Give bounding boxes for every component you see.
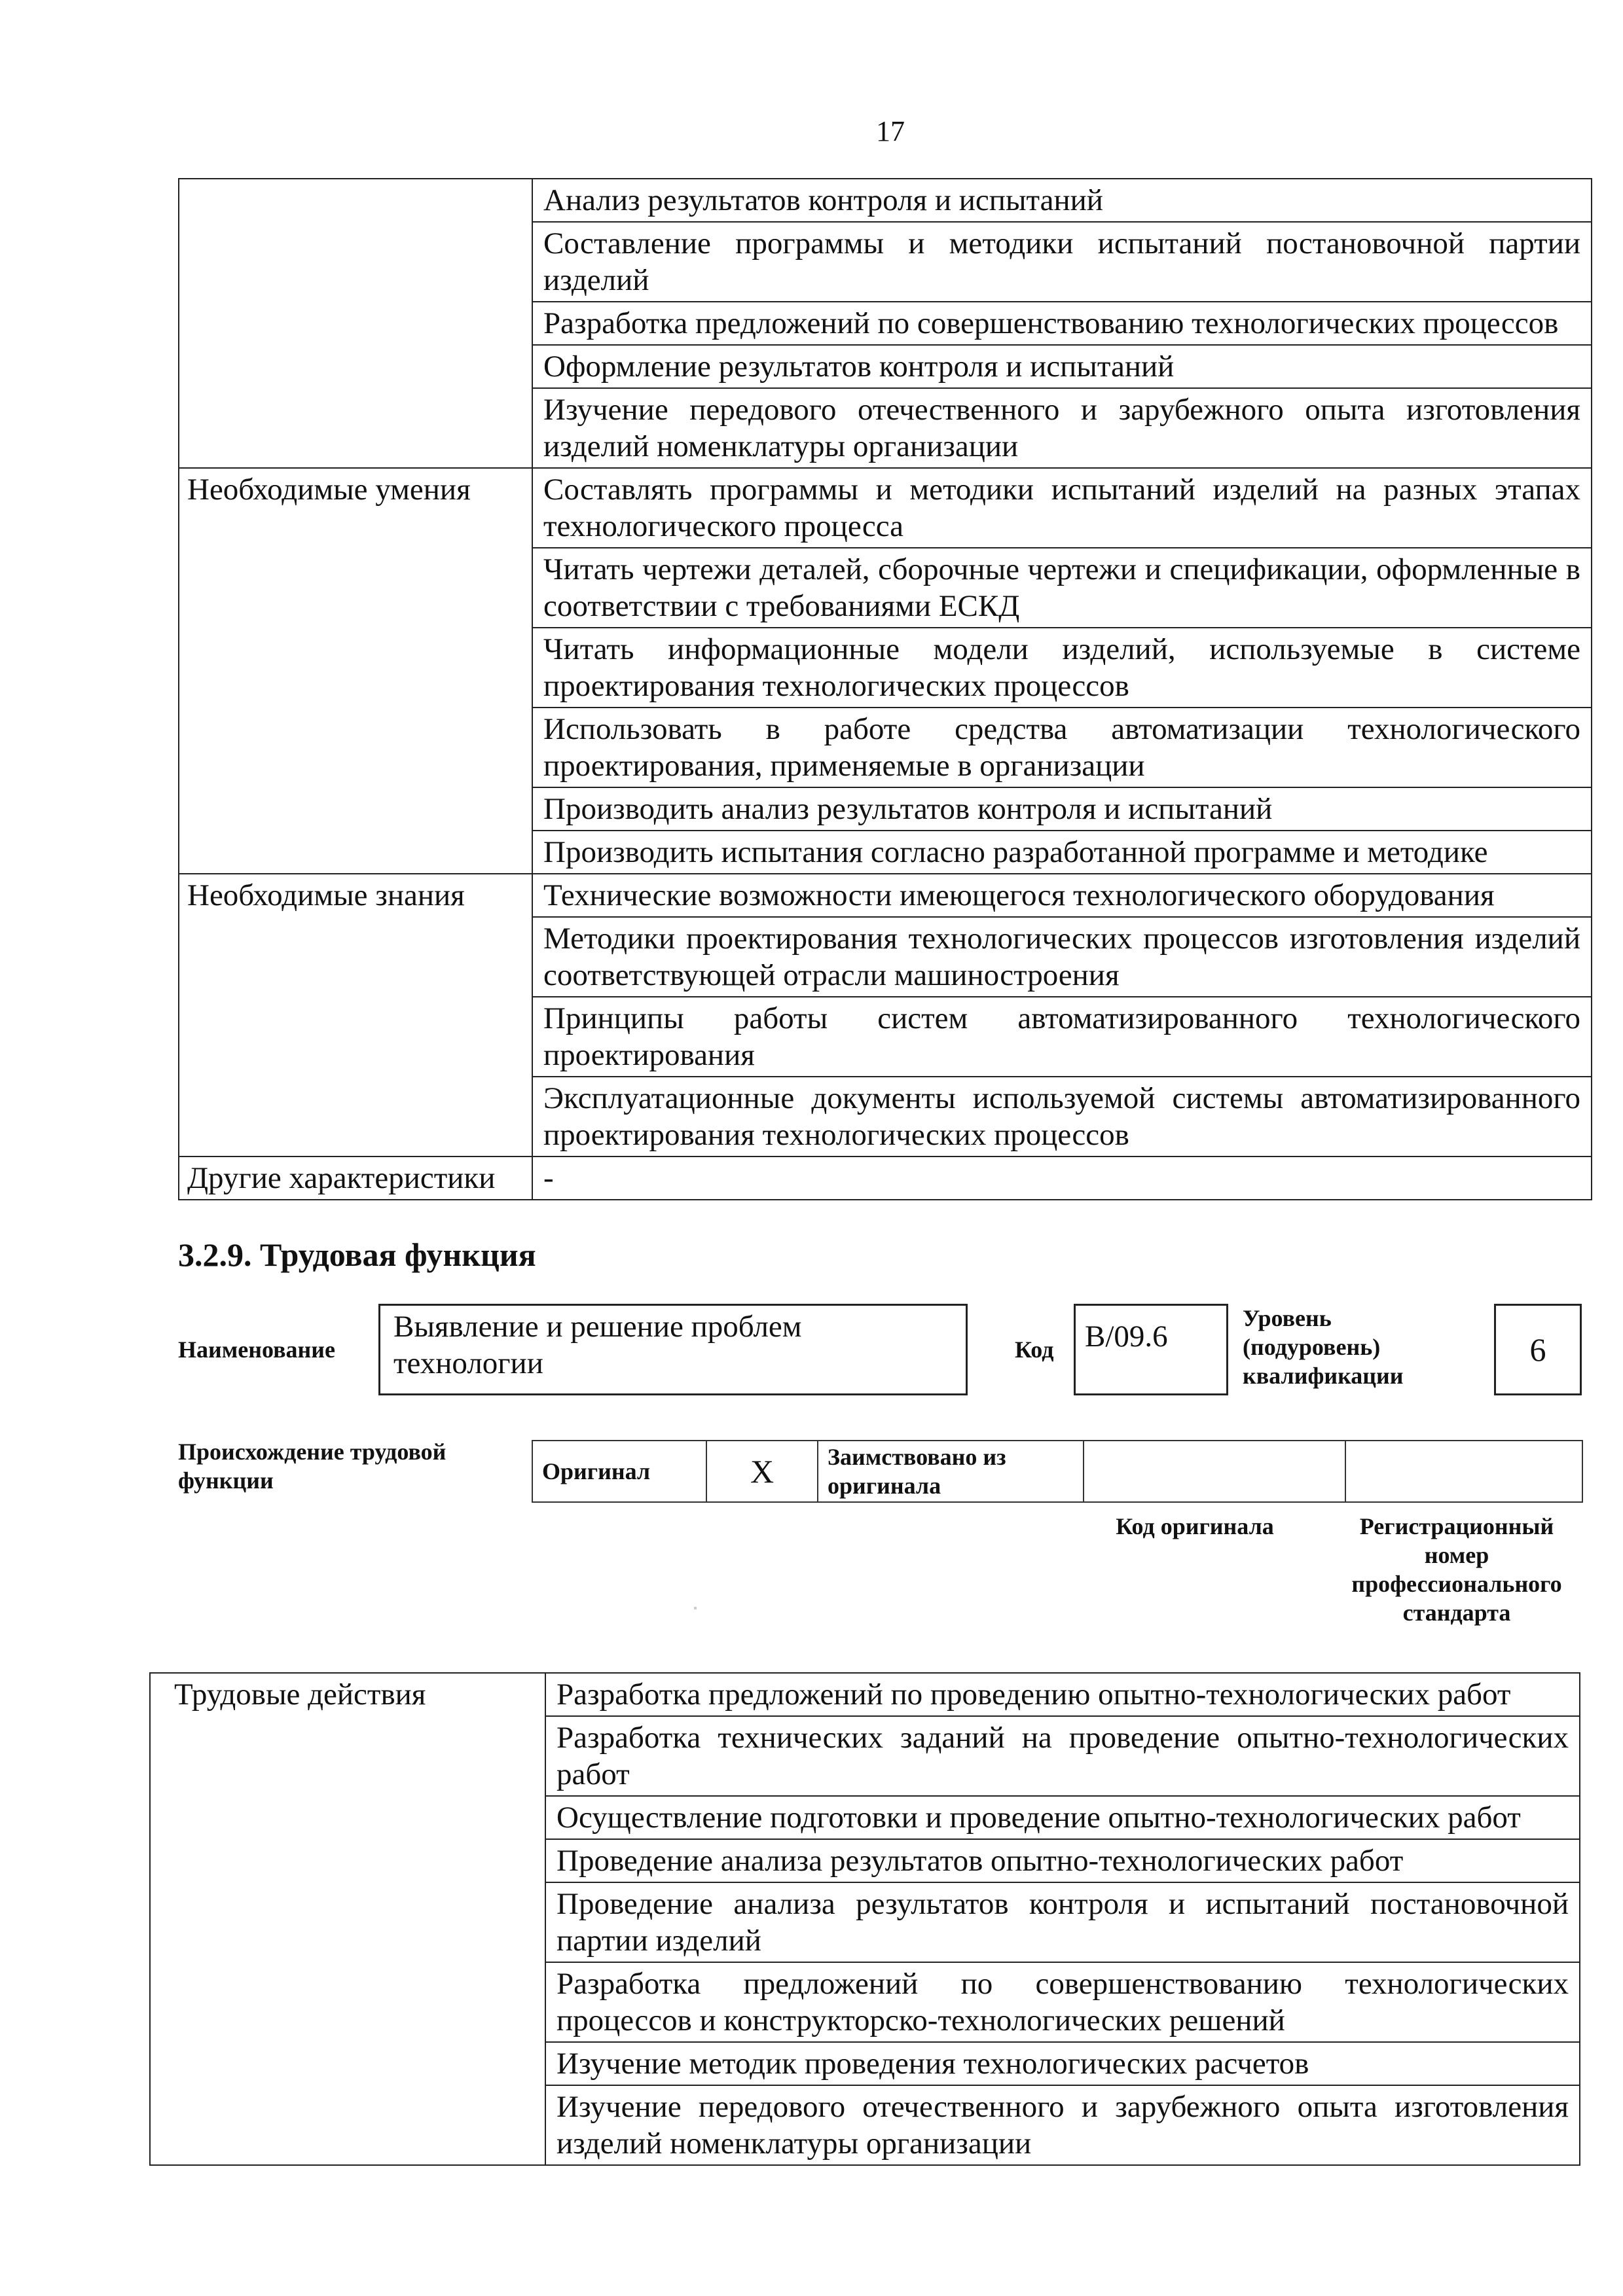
labor-actions-label: Трудовые действия bbox=[150, 1673, 545, 2165]
table-cell: Читать чертежи деталей, сборочные чертежи и спецификации, оформленные в соответствии с требованиями ЕСКД bbox=[532, 548, 1592, 628]
table-cell: Использовать в работе средства автоматизации технологического проектирования, применяемые в организации bbox=[532, 708, 1592, 787]
skills-label: Необходимые умения bbox=[179, 468, 532, 874]
original-mark: X bbox=[706, 1441, 818, 1502]
group-label bbox=[179, 179, 532, 468]
table-cell: Изучение методик проведения технологических расчетов bbox=[545, 2042, 1580, 2085]
level-label bbox=[1243, 1304, 1439, 1390]
table-cell: Разработка технических заданий на проведение опытно-технологических работ bbox=[545, 1716, 1580, 1796]
table-cell: Изучение передового отечественного и зарубежного опыта изготовления изделий номенклатуры организации bbox=[532, 388, 1592, 468]
table-cell: Составление программы и методики испытаний постановочной партии изделий bbox=[532, 222, 1592, 302]
table-cell: Составлять программы и методики испытаний изделий на разных этапах технологического процесса bbox=[532, 468, 1592, 548]
table-cell: Производить испытания согласно разработанной программе и методике bbox=[532, 831, 1592, 874]
knowledge-label: Необходимые знания bbox=[179, 874, 532, 1157]
table-cell: Производить анализ результатов контроля и испытаний bbox=[532, 787, 1592, 831]
original-label: Оригинал bbox=[532, 1441, 706, 1502]
other-characteristics-label: Другие характеристики bbox=[179, 1157, 532, 1200]
level-label-line: (подуровень) bbox=[1243, 1334, 1381, 1360]
table-cell: Проведение анализа результатов контроля и испытаний постановочной партии изделий bbox=[545, 1882, 1580, 1962]
original-code-cell bbox=[1084, 1441, 1345, 1502]
table-cell: Проведение анализа результатов опытно-технологических работ bbox=[545, 1839, 1580, 1882]
level-label-line: квалификации bbox=[1243, 1363, 1404, 1389]
original-code-caption: Код оригинала bbox=[1116, 1513, 1274, 1539]
origin-table bbox=[532, 1440, 1583, 1503]
reg-number-caption: Регистрационный номер профессионального стандарта bbox=[1351, 1513, 1562, 1626]
table-cell: Осуществление подготовки и проведение опытно-технологических работ bbox=[545, 1796, 1580, 1839]
section-title: 3.2.9. Трудовая функция bbox=[178, 1236, 536, 1273]
table-cell: Разработка предложений по совершенствованию технологических процессов и конструкторско-технологических решений bbox=[545, 1962, 1580, 2042]
table-cell: Технические возможности имеющегося технологического оборудования bbox=[532, 874, 1592, 917]
name-label: Наименование bbox=[178, 1336, 335, 1363]
other-characteristics-value: - bbox=[532, 1157, 1592, 1200]
table-cell: Эксплуатационные документы используемой системы автоматизированного проектирования технологических процессов bbox=[532, 1077, 1592, 1157]
labor-actions-table bbox=[149, 1672, 1580, 2166]
table-cell: Оформление результатов контроля и испытаний bbox=[532, 345, 1592, 388]
table-cell: Читать информационные модели изделий, используемые в системе проектирования технологических процессов bbox=[532, 628, 1592, 708]
table-cell: Методики проектирования технологических процессов изготовления изделий соответствующей отрасли машиностроения bbox=[532, 917, 1592, 997]
table-cell: Анализ результатов контроля и испытаний bbox=[532, 179, 1592, 222]
reg-number-cell bbox=[1345, 1441, 1582, 1502]
table-cell: Принципы работы систем автоматизированного технологического проектирования bbox=[532, 997, 1592, 1077]
page-number: 17 bbox=[876, 115, 905, 147]
requirements-table bbox=[178, 178, 1592, 1200]
code-label: Код bbox=[1015, 1336, 1054, 1363]
level-box: 6 bbox=[1494, 1304, 1582, 1395]
borrowed-label: Заимствовано из оригинала bbox=[818, 1441, 1084, 1502]
table-cell: Изучение передового отечественного и зарубежного опыта изготовления изделий номенклатуры организации bbox=[545, 2085, 1580, 2165]
function-name-box: Выявление и решение проблем технологии bbox=[378, 1304, 968, 1395]
scan-speck bbox=[694, 1607, 697, 1609]
level-label-line: Уровень bbox=[1243, 1305, 1332, 1331]
table-cell: Разработка предложений по проведению опытно-технологических работ bbox=[545, 1673, 1580, 1716]
origin-label: Происхождение трудовой функции bbox=[178, 1439, 447, 1494]
table-cell: Разработка предложений по совершенствованию технологических процессов bbox=[532, 302, 1592, 345]
code-box: B/09.6 bbox=[1074, 1304, 1228, 1395]
